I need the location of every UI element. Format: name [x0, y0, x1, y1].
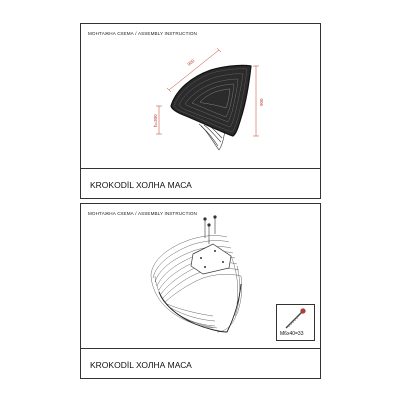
- dimension-label-left: h=300: [153, 114, 158, 127]
- product-name: KROKODİL ХОЛНА МАСА: [90, 180, 192, 190]
- table-dimension-drawing: [81, 24, 322, 168]
- sheet-divider: [81, 348, 320, 349]
- base-plate: [191, 244, 231, 274]
- product-name: KROKODİL ХОЛНА МАСА: [90, 360, 192, 370]
- dimension-label-right: 900: [259, 98, 264, 106]
- hardware-box: [276, 304, 315, 341]
- sheet-heading: МОНТАЖНА СХЕМА / ASSEMBLY INSTRUCTION: [88, 31, 197, 36]
- instruction-sheet-dimensions: [80, 23, 321, 199]
- sheet-divider: [81, 168, 320, 169]
- dimension-label-top: 900: [186, 58, 196, 67]
- table-strips: [151, 236, 242, 332]
- screw-icon: [278, 306, 315, 331]
- table-top: [171, 65, 251, 136]
- sheet-heading: МОНТАЖНА СХЕМА / ASSEMBLY INSTRUCTION: [88, 211, 197, 216]
- screw-markers: [204, 216, 217, 244]
- instruction-sheet-assembly: [80, 203, 321, 379]
- hardware-label: M6x40=33: [280, 331, 304, 337]
